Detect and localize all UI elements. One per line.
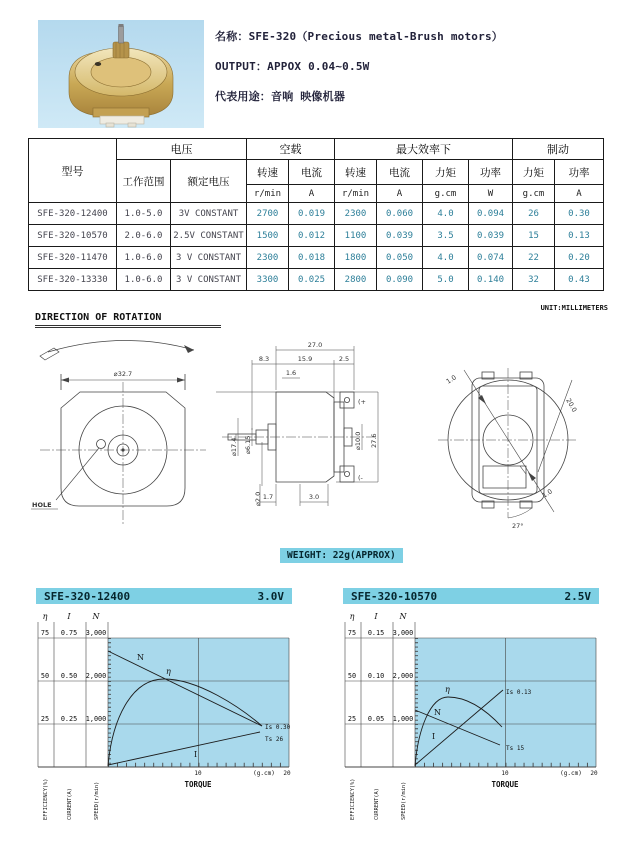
- cell-me-torque: 4.0: [423, 203, 469, 225]
- header-st-torque: 力矩: [513, 160, 555, 185]
- current-axis-label: CURRENT(A): [67, 788, 73, 820]
- efficiency-curve-label: η: [445, 685, 450, 694]
- x-axis-title: TORQUE: [184, 780, 212, 789]
- eta-tick: 25: [347, 715, 357, 723]
- cell-me-current: 0.050: [377, 247, 423, 269]
- rear-view-drawing: [420, 352, 610, 539]
- cell-me-power: 0.039: [469, 225, 513, 247]
- cell-me-current: 0.039: [377, 225, 423, 247]
- speed-curve-label: N: [434, 708, 441, 717]
- cell-model: SFE-320-12400: [29, 203, 117, 225]
- cell-st-torque: 32: [513, 269, 555, 291]
- dim-angle-27: 27°: [512, 522, 524, 530]
- dim-dia-2-0: ⌀2.0: [254, 491, 262, 506]
- terminal-minus-label: (-: [358, 474, 363, 482]
- cell-me-torque: 3.5: [423, 225, 469, 247]
- header-stall-group: 制动: [513, 139, 604, 160]
- unit-nl-current: A: [289, 185, 335, 203]
- product-usage-line: 代表用途：音响 映像机器: [215, 90, 346, 103]
- dim-1-0-top: 1.0: [444, 373, 458, 386]
- efficiency-axis-label: EFFICIENCY(%): [43, 778, 49, 820]
- hole-callout: [31, 448, 99, 509]
- speed-axis-label: SPEED(r/min): [94, 781, 100, 820]
- cell-me-power: 0.094: [469, 203, 513, 225]
- table-row: [29, 203, 604, 225]
- dim-27-0: 27.0: [307, 341, 323, 349]
- table-row: [29, 225, 604, 247]
- cell-st-torque: 22: [513, 247, 555, 269]
- speed-tick: 2,000: [85, 672, 107, 680]
- product-photo: [38, 20, 204, 128]
- chart-voltage-label: 3.0V: [257, 589, 284, 603]
- scale-ticks: [41, 629, 106, 723]
- eta-tick: 50: [40, 672, 50, 680]
- motor-photo-illustration: [38, 20, 204, 128]
- unit-me-power: W: [469, 185, 513, 203]
- current-tick: 0.75: [60, 629, 78, 637]
- cell-st-current: 0.20: [555, 247, 604, 269]
- cell-nl-current: 0.018: [289, 247, 335, 269]
- unit-me-speed: r/min: [335, 185, 377, 203]
- unit-me-current: A: [377, 185, 423, 203]
- current-curve-label: I: [432, 732, 436, 741]
- dim-1-7: 1.7: [262, 493, 274, 501]
- rear-dims: [445, 370, 579, 530]
- stall-current-annotation: Is 0.30: [265, 724, 291, 731]
- product-description: [215, 28, 605, 118]
- chart-model-label: SFE-320-12400: [44, 589, 131, 603]
- center-lines: [438, 368, 578, 518]
- cell-st-current: 0.13: [555, 225, 604, 247]
- speed-tick: 3,000: [85, 629, 107, 637]
- rotation-arrow: [40, 340, 194, 360]
- dim-20-0: 20.0: [564, 397, 579, 414]
- hole-label: HOLE: [32, 501, 52, 509]
- x-tick-20: 20: [283, 770, 291, 777]
- cell-range: 1.0-6.0: [117, 247, 171, 269]
- dim-dia-6-15: ⌀6.15: [244, 435, 252, 454]
- table-row: [29, 247, 604, 269]
- current-column-header: I: [374, 612, 378, 621]
- cell-me-speed: 2300: [335, 203, 377, 225]
- x-tick-10: 10: [194, 770, 202, 777]
- speed-axis-label: SPEED(r/min): [401, 781, 407, 820]
- speed-tick: 1,000: [85, 715, 107, 723]
- cell-rated: 3V CONSTANT: [171, 203, 247, 225]
- scale-ticks: [348, 629, 413, 723]
- side-view-drawing: [216, 334, 412, 535]
- speed-column-header: N: [92, 612, 100, 621]
- speed-tick: 3,000: [392, 629, 414, 637]
- stall-current-annotation: Is 0.13: [506, 689, 532, 696]
- header-voltage-group: 电压: [117, 139, 247, 160]
- chart-model-label: SFE-320-10570: [351, 589, 438, 603]
- header-work-range: 工作范围: [117, 160, 171, 203]
- cell-model: SFE-320-11470: [29, 247, 117, 269]
- current-curve-label: I: [194, 750, 198, 759]
- speed-curve-label: N: [137, 653, 144, 662]
- current-tick: 0.25: [60, 715, 78, 723]
- chart-voltage-label: 2.5V: [564, 589, 591, 603]
- product-name-line: 名称：SFE-320（Precious metal-Brush motors）: [215, 30, 503, 43]
- header-nl-speed: 转速: [247, 160, 289, 185]
- eta-tick: 25: [40, 715, 50, 723]
- cell-me-speed: 2800: [335, 269, 377, 291]
- dim-dia-17-4: ⌀17.4: [230, 437, 238, 456]
- front-view-drawing: [28, 324, 224, 537]
- cell-nl-current: 0.025: [289, 269, 335, 291]
- cell-model: SFE-320-13330: [29, 269, 117, 291]
- cell-rated: 3 V CONSTANT: [171, 269, 247, 291]
- x-tick-20: 20: [590, 770, 598, 777]
- cell-st-current: 0.43: [555, 269, 604, 291]
- header-me-power: 功率: [469, 160, 513, 185]
- header-nl-current: 电流: [289, 160, 335, 185]
- table-row: [29, 269, 604, 291]
- cell-range: 1.0-5.0: [117, 203, 171, 225]
- performance-chart-12400: [36, 588, 292, 822]
- eta-tick: 50: [347, 672, 357, 680]
- weight-badge: WEIGHT: 22g(APPROX): [280, 548, 403, 563]
- current-tick: 0.50: [60, 672, 78, 680]
- current-tick: 0.15: [367, 629, 385, 637]
- terminal-plus-label: (+: [358, 398, 366, 406]
- unit-st-power: A: [555, 185, 604, 203]
- header-noload-group: 空载: [247, 139, 335, 160]
- header-me-current: 电流: [377, 160, 423, 185]
- cell-me-speed: 1100: [335, 225, 377, 247]
- current-axis-label: CURRENT(A): [374, 788, 380, 820]
- dim-2-5: 2.5: [338, 355, 350, 363]
- cell-me-torque: 4.0: [423, 247, 469, 269]
- cell-nl-current: 0.019: [289, 203, 335, 225]
- dim-15-9: 15.9: [297, 355, 313, 363]
- chart-header: [343, 588, 599, 604]
- header-me-torque: 力矩: [423, 160, 469, 185]
- unit-nl-speed: r/min: [247, 185, 289, 203]
- x-unit-label: (g.cm): [560, 770, 582, 777]
- cell-nl-speed: 3300: [247, 269, 289, 291]
- stall-torque-annotation: Ts 26: [265, 736, 284, 743]
- cell-model: SFE-320-10570: [29, 225, 117, 247]
- center-lines: [40, 382, 206, 524]
- x-tick-10: 10: [501, 770, 509, 777]
- header-maxeff-group: 最大效率下: [335, 139, 513, 160]
- efficiency-curve-label: η: [166, 667, 171, 676]
- spec-table: [28, 138, 604, 291]
- cell-st-current: 0.30: [555, 203, 604, 225]
- cell-nl-speed: 2300: [247, 247, 289, 269]
- dim-dia-10-0: ⌀10.0: [354, 431, 362, 450]
- stall-torque-annotation: Ts 15: [506, 745, 525, 752]
- cell-nl-speed: 2700: [247, 203, 289, 225]
- unit-me-torque: g.cm: [423, 185, 469, 203]
- cell-st-torque: 15: [513, 225, 555, 247]
- cell-me-power: 0.140: [469, 269, 513, 291]
- header-model: 型号: [29, 139, 117, 203]
- performance-chart-10570: [343, 588, 599, 822]
- header-me-speed: 转速: [335, 160, 377, 185]
- direction-of-rotation-label: DIRECTION OF ROTATION: [35, 312, 221, 328]
- speed-tick: 1,000: [392, 715, 414, 723]
- eta-tick: 75: [40, 629, 50, 637]
- eta-tick: 75: [347, 629, 357, 637]
- x-unit-label: (g.cm): [253, 770, 275, 777]
- cell-rated: 3 V CONSTANT: [171, 247, 247, 269]
- dim-27-6: 27.6: [370, 433, 378, 448]
- cell-range: 2.0-6.0: [117, 225, 171, 247]
- current-tick: 0.05: [367, 715, 385, 723]
- dim-1-6: 1.6: [285, 369, 297, 377]
- current-column-header: I: [67, 612, 71, 621]
- dim-3-0: 3.0: [308, 493, 320, 501]
- cell-me-speed: 1800: [335, 247, 377, 269]
- dim-diameter-32-7: ⌀32.7: [113, 370, 133, 378]
- product-output-line: OUTPUT：APPOX 0.04~0.5W: [215, 60, 370, 73]
- unit-label: UNIT:MILLIMETERS: [540, 304, 608, 312]
- speed-column-header: N: [399, 612, 407, 621]
- chart-header: [36, 588, 292, 604]
- cell-nl-speed: 1500: [247, 225, 289, 247]
- cell-range: 1.0-6.0: [117, 269, 171, 291]
- unit-st-torque: g.cm: [513, 185, 555, 203]
- current-tick: 0.10: [367, 672, 385, 680]
- x-axis-title: TORQUE: [491, 780, 519, 789]
- cell-me-current: 0.060: [377, 203, 423, 225]
- eta-column-header: η: [42, 612, 48, 621]
- technical-drawings-section: [0, 300, 630, 550]
- dim-8-3: 8.3: [258, 355, 270, 363]
- cell-me-torque: 5.0: [423, 269, 469, 291]
- eta-column-header: η: [349, 612, 355, 621]
- speed-tick: 2,000: [392, 672, 414, 680]
- header-rated-voltage: 额定电压: [171, 160, 247, 203]
- efficiency-axis-label: EFFICIENCY(%): [350, 778, 356, 820]
- cell-nl-current: 0.012: [289, 225, 335, 247]
- cell-rated: 2.5V CONSTANT: [171, 225, 247, 247]
- dim-1-0-bottom: 1.0: [540, 487, 554, 500]
- cell-st-torque: 26: [513, 203, 555, 225]
- header-st-power: 功率: [555, 160, 604, 185]
- cell-me-current: 0.090: [377, 269, 423, 291]
- cell-me-power: 0.074: [469, 247, 513, 269]
